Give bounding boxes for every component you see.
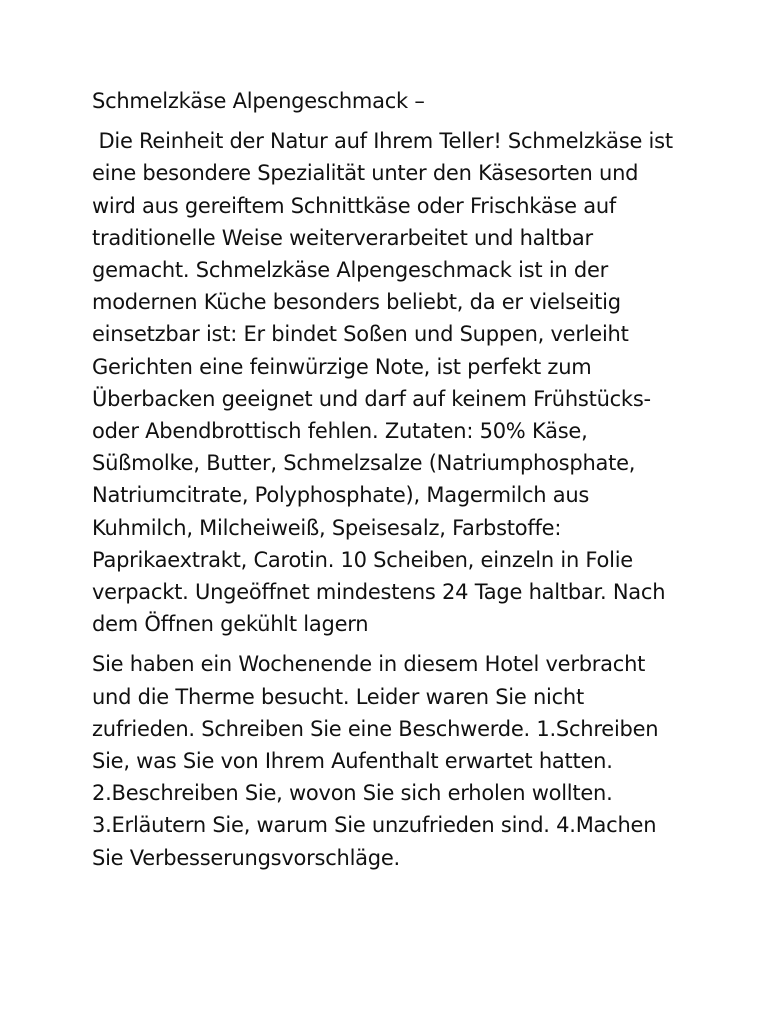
product-description-paragraph: Die Reinheit der Natur auf Ihrem Teller! Schmelzkäse ist eine besondere Spezialität unter den Käsesorten und wird aus gereiftem Schnittkäse oder Frischkäse auf traditionelle Weise weiterverarbeitet und haltbar gemacht. Schmelzkäse Alpengeschmack ist in der modernen Küche besonders beliebt, da er vielseitig einsetzbar ist: Er bindet Soßen und Suppen, verleiht Gerichten eine feinwürzige Note, ist perfekt zum Überbacken geeignet und darf auf keinem Frühstücks- oder Abendbrottisch fehlen. Zutaten: 50% Käse, Süßmolke, Butter, Schmelzsalze (Natriumphosphate, Natriumcitrate, Polyphosphate), Magermilch aus Kuhmilch, Milcheiweiß, Speisesalz, Farbstoffe: Paprikaextrakt, Carotin. 10 Scheiben, einzeln in Folie verpackt. Ungeöffnet mindestens 24 Tage haltbar. Nach dem Öffnen gekühlt lagern (92, 129, 680, 637)
document-title: Schmelzkäse Alpengeschmack – (92, 89, 425, 113)
task-instructions-paragraph: Sie haben ein Wochenende in diesem Hotel verbracht und die Therme besucht. Leider waren Sie nicht zufrieden. Schreiben Sie eine Beschwerde. 1.Schreiben Sie, was Sie von Ihrem Aufenthalt erwartet hatten. 2.Beschreiben Sie, wovon Sie sich erholen wollten. 3.Erläutern Sie, warum Sie unzufrieden sind. 4.Machen Sie Verbesserungsvorschläge. (92, 652, 659, 870)
document-page (92, 85, 682, 874)
